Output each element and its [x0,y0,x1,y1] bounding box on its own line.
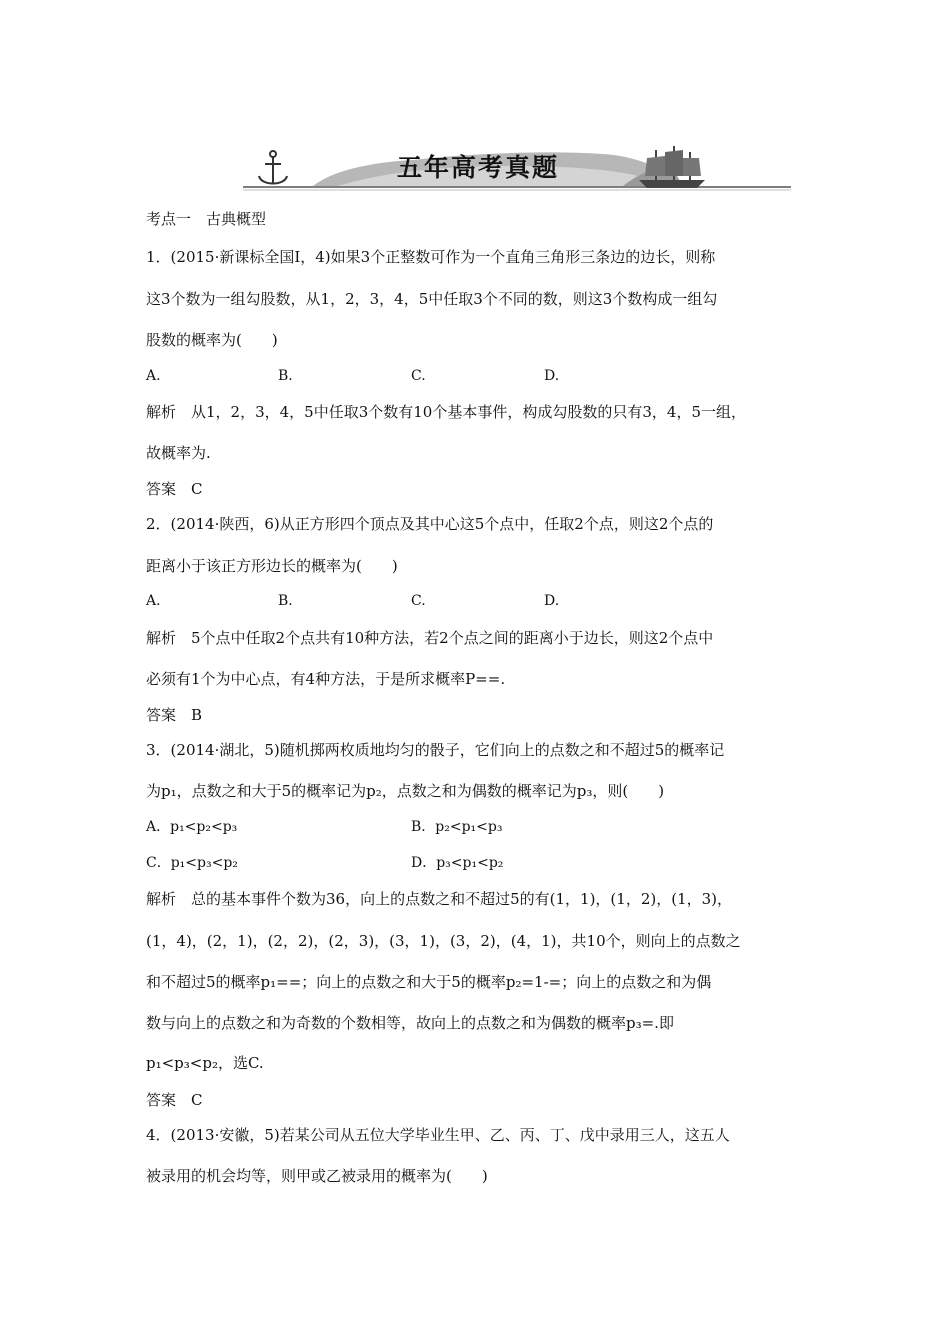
q1-line-2: 这3个数为一组勾股数，从1，2，3，4，5中任取3个不同的数，则这3个数构成一组勾 [146,290,718,308]
q3-analysis-2: (1，4)，(2，1)，(2，2)，(2，3)，(3，1)，(3，2)，(4，1)，共10个，则向上的点数之 [146,932,741,950]
q3-analysis-1: 解析 总的基本事件个数为36，向上的点数之和不超过5的有(1，1)，(1，2)，(1，3)， [146,890,733,908]
q1-analysis-1: 解析 从1，2，3，4，5中任取3个数有10个基本事件，构成勾股数的只有3，4，5一组， [146,403,746,421]
q1-option-b: B. [278,368,293,384]
q2-line-1: 2．(2014·陕西，6)从正方形四个顶点及其中心这5个点中，任取2个点，则这2个点的 [146,515,714,533]
q3-analysis-3: 和不超过5的概率p₁==；向上的点数之和大于5的概率p₂=1-=；向上的点数之和为偶 [146,973,712,991]
q1-line-1: 1．(2015·新课标全国Ⅰ，4)如果3个正整数可作为一个直角三角形三条边的边长，则称 [146,248,716,266]
banner-title: 五年高考真题 [396,153,559,182]
q2-option-b: B. [278,593,293,609]
q3-line-2: 为p₁，点数之和大于5的概率记为p₂，点数之和为偶数的概率记为p₃，则( ) [146,782,665,800]
q3-option-c: C．p₁<p₃<p₂ [146,855,238,871]
q2-analysis-1: 解析 5个点中任取2个点共有10种方法，若2个点之间的距离小于边长，则这2个点中 [146,629,714,647]
ship-icon [639,146,705,188]
q1-option-a: A. [146,368,161,384]
q2-option-d: D. [544,593,560,609]
q2-option-c: C. [411,593,426,609]
section-heading: 考点一 古典概型 [146,210,267,228]
q2-analysis-2: 必须有1个为中心点，有4种方法，于是所求概率P==. [146,670,506,688]
section-banner [243,140,791,192]
q4-line-1: 4．(2013·安徽，5)若某公司从五位大学毕业生甲、乙、丙、丁、戊中录用三人，这五人 [146,1126,730,1144]
q3-analysis-5: p₁<p₃<p₂，选C. [146,1054,264,1072]
q1-line-3: 股数的概率为( ) [146,331,278,349]
q2-option-a: A. [146,593,161,609]
q1-answer: 答案 C [146,480,203,498]
q3-answer: 答案 C [146,1091,203,1109]
q3-option-b: B．p₂<p₁<p₃ [411,819,503,835]
q2-answer: 答案 B [146,706,203,724]
q2-line-2: 距离小于该正方形边长的概率为( ) [146,557,398,575]
q3-line-1: 3．(2014·湖北，5)随机掷两枚质地均匀的骰子，它们向上的点数之和不超过5的概率记 [146,741,725,759]
q3-option-d: D．p₃<p₁<p₂ [411,855,504,871]
anchor-icon [259,151,287,184]
q1-analysis-2: 故概率为. [146,444,211,462]
q3-analysis-4: 数与向上的点数之和为奇数的个数相等，故向上的点数之和为偶数的概率p₃=.即 [146,1014,674,1032]
q3-option-a: A．p₁<p₂<p₃ [146,819,238,835]
q1-option-c: C. [411,368,426,384]
q4-line-2: 被录用的机会均等，则甲或乙被录用的概率为( ) [146,1167,488,1185]
q1-option-d: D. [544,368,560,384]
